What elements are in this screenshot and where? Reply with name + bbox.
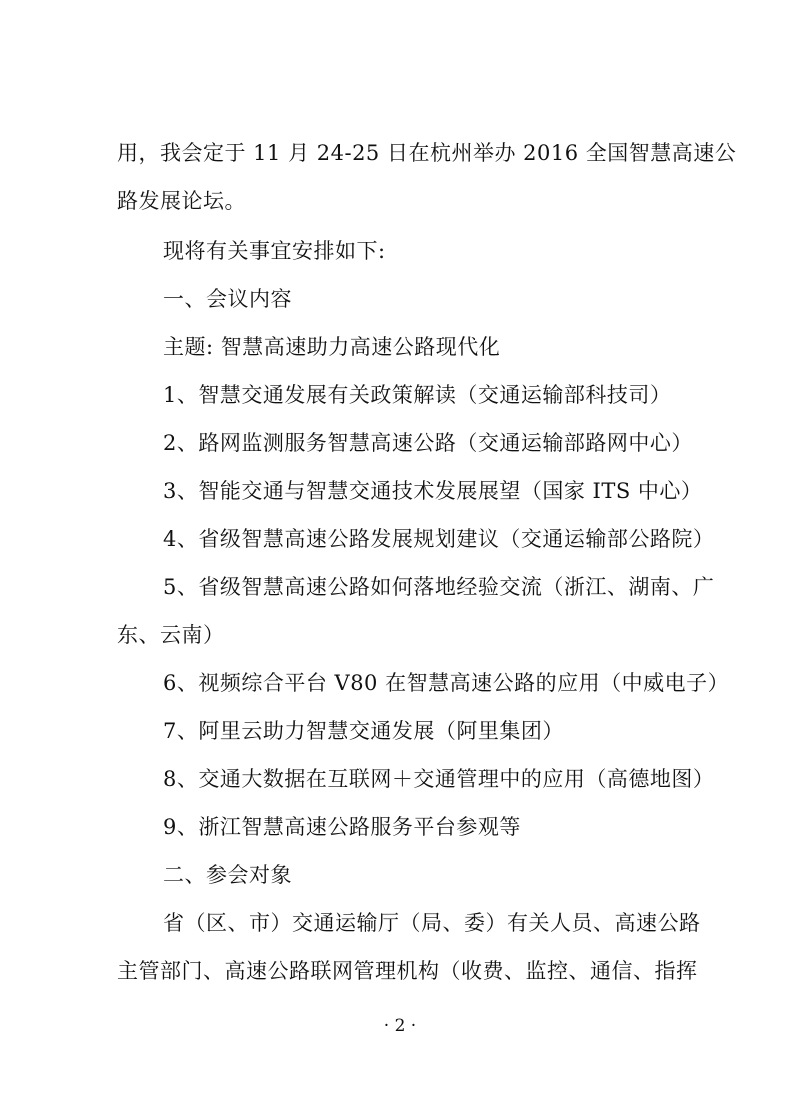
agenda-item: 5、省级智慧高速公路如何落地经验交流（浙江、湖南、广 [163,575,715,599]
section-heading: 二、参会对象 [163,863,292,887]
body-text-line: 现将有关事宜安排如下: [163,239,386,263]
body-text-line: 路发展论坛。 [117,189,246,213]
agenda-item: 2、路网监测服务智慧高速公路（交通运输部路网中心） [163,431,693,455]
agenda-item-continuation: 东、云南） [117,623,225,647]
agenda-item: 1、智慧交通发展有关政策解读（交通运输部科技司） [163,383,672,407]
body-text-line: 主管部门、高速公路联网管理机构（收费、监控、通信、指挥 [117,959,698,983]
agenda-item: 8、交通大数据在互联网＋交通管理中的应用（高德地图） [163,767,715,791]
agenda-item: 3、智能交通与智慧交通技术发展展望（国家 ITS 中心） [163,479,703,503]
body-text-line: 用，我会定于 11 月 24-25 日在杭州举办 2016 全国智慧高速公 [117,141,737,165]
agenda-item: 4、省级智慧高速公路发展规划建议（交通运输部公路院） [163,527,715,551]
agenda-item: 9、浙江智慧高速公路服务平台参观等 [163,815,521,839]
agenda-item: 6、视频综合平台 V80 在智慧高速公路的应用（中威电子） [163,671,730,695]
page-number: · 2 · [383,1016,417,1036]
section-heading: 一、会议内容 [163,287,292,311]
body-text-line: 省（区、市）交通运输厅（局、委）有关人员、高速公路 [163,911,701,935]
theme-line: 主题: 智慧高速助力高速公路现代化 [163,335,501,359]
agenda-item: 7、阿里云助力智慧交通发展（阿里集团） [163,719,564,743]
